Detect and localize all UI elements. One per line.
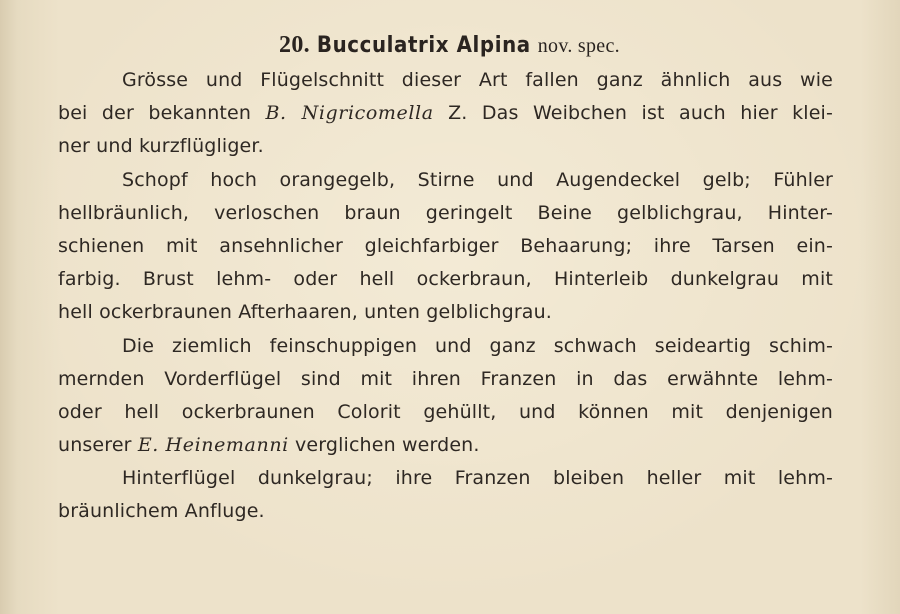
- text-line: hellbräunlich, verloschen braun geringelt Beine gelblichgrau, Hinter-: [58, 201, 833, 224]
- text-line: [58, 429, 833, 462]
- text-line: Schopf hoch orangegelb, Stirne und Augendeckel gelb; Fühler: [122, 168, 833, 191]
- species-number: 20.: [279, 32, 310, 58]
- text-line: hell ockerbraunen Afterhaaren, unten gelblichgrau.: [58, 301, 552, 324]
- text-line: [58, 97, 833, 130]
- species-reference: B. Nigricomella: [265, 102, 434, 125]
- text-line: Hinterflügel dunkelgrau; ihre Franzen bleiben heller mit lehm-: [122, 467, 833, 490]
- text-line: Grösse und Flügelschnitt dieser Art fallen ganz ähnlich aus wie: [122, 69, 833, 91]
- species-name: Bucculatrix Alpina: [316, 33, 531, 58]
- text-block: [58, 28, 833, 529]
- species-reference: E. Heinemanni: [137, 434, 289, 457]
- text-line: bräunlichem Anfluge.: [58, 500, 265, 523]
- text-line: ner und kurzflügliger.: [58, 135, 264, 158]
- text-line: schienen mit ansehnlicher gleichfarbiger Behaarung; ihre Tarsen ein-: [58, 234, 833, 257]
- species-heading: [58, 28, 833, 62]
- text-line: oder hell ockerbraunen Colorit gehüllt, und können mit denjenigen: [58, 400, 833, 423]
- text-segment: bei der bekannten: [58, 102, 266, 125]
- text-line: farbig. Brust lehm- oder hell ockerbraun, Hinterleib dunkelgrau mit: [58, 268, 833, 291]
- species-suffix: nov. spec.: [537, 35, 620, 57]
- text-line: mernden Vorderflügel sind mit ihren Franzen in das erwähnte lehm-: [58, 367, 833, 390]
- text-segment: unserer: [58, 434, 138, 457]
- text-line: Die ziemlich feinschuppigen und ganz schwach seideartig schim-: [122, 334, 833, 357]
- text-segment: verglichen werden.: [288, 434, 480, 457]
- text-segment: Z. Das Weibchen ist auch hier klei-: [433, 102, 833, 125]
